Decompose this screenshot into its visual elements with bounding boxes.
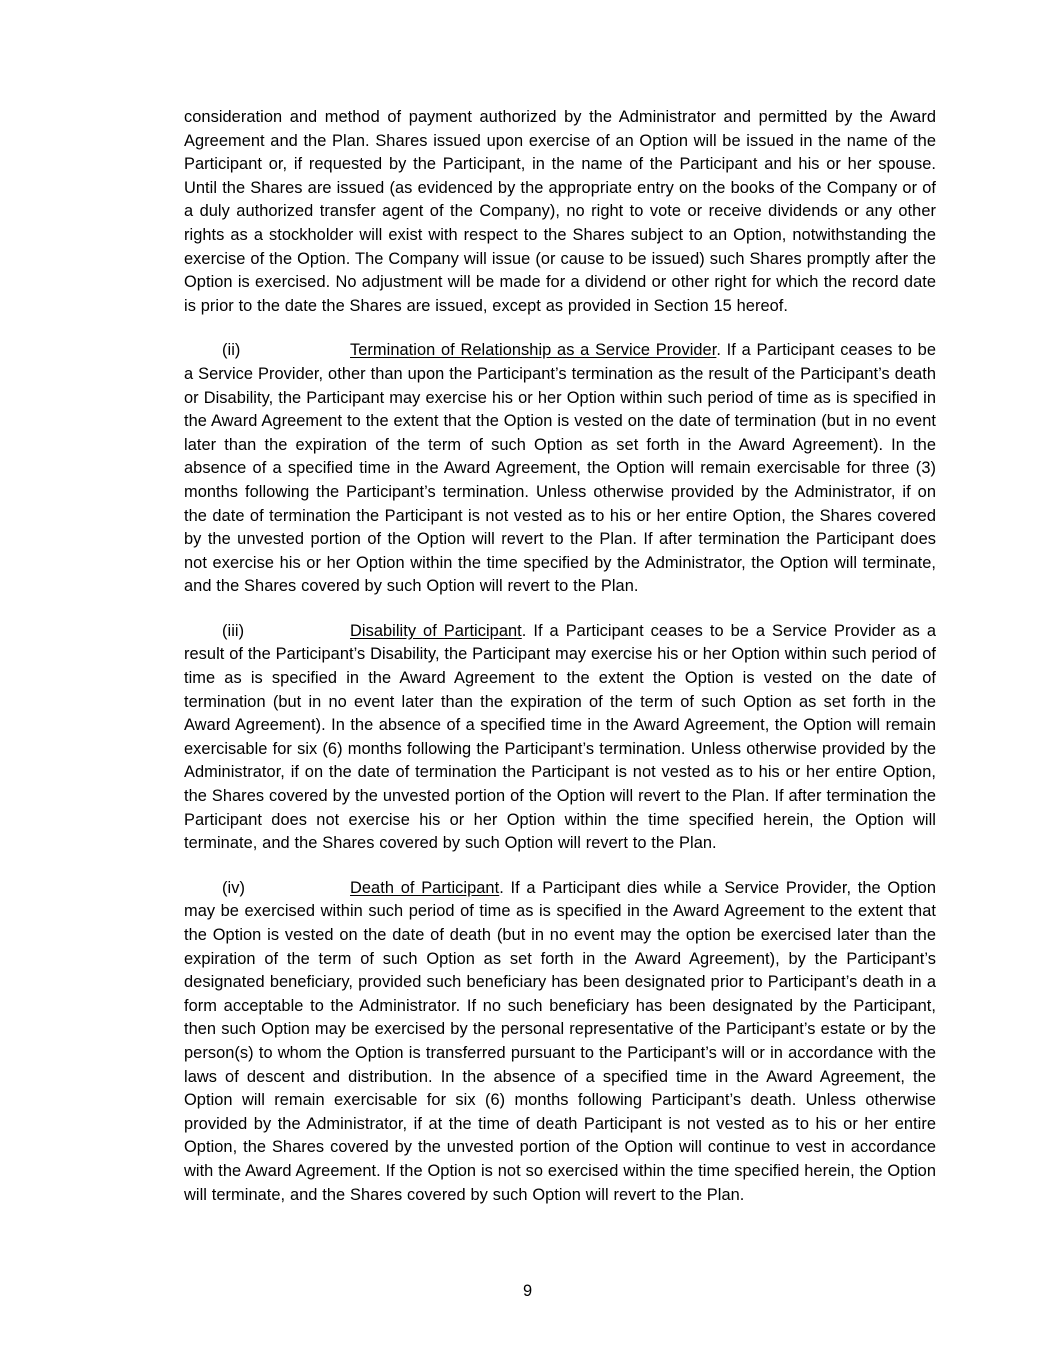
paragraph-clause-iv [184, 877, 936, 1207]
paragraph-continuation [184, 106, 936, 318]
paragraph-text: . If a Participant dies while a Service Provider, the Option may be exercised within such period of time as is specified in the Award Agreement to the extent that the Option is vested on the date of death (but in no event may the option be exercised later than the expiration of the term of such Option as set forth in the Award Agreement), by the Participant’s designated beneficiary, provided such beneficiary has been designated prior to Participant’s death in a form acceptable to the Administrator. If no such beneficiary has been designated by the Participant, then such Option may be exercised by the personal representative of the Participant’s estate or by the person(s) to whom the Option is transferred pursuant to the Participant’s will or in accordance with the laws of descent and distribution. In the absence of a specified time in the Award Agreement, the Option will remain exercisable for six (6) months following Participant’s death. Unless otherwise provided by the Administrator, if at the time of death Participant is not vested as to his or her entire Option, the Shares covered by the unvested portion of the Option will continue to vest in accordance with the Award Agreement. If the Option is not so exercised within the time specified herein, the Option will terminate, and the Shares covered by such Option will revert to the Plan. [184, 878, 937, 1204]
paragraph-clause-ii [184, 339, 936, 599]
clause-heading-ii: Termination of Relationship as a Service Provider [350, 341, 717, 360]
clause-marker-ii: (ii) [222, 341, 241, 360]
paragraph-text: . If a Participant ceases to be a Service Provider as a result of the Participant’s Disability, the Participant may exercise his or her Option within such period of time as is specified in the Award Agreement to the extent the Option is vested on the date of termination (but in no event later than the expiration of the term of such Option as set forth in the Award Agreement). In the absence of a specified time in the Award Agreement, the Option will remain exercisable for six (6) months following the Participant’s termination. Unless otherwise provided by the Administrator, if on the date of termination the Participant is not vested as to his or her entire Option, the Shares covered by the unvested portion of the Option will revert to the Plan. If after termination the Participant does not exercise his or her Option within the time specified herein, the Option will terminate, and the Shares covered by such Option will revert to the Plan. [184, 621, 936, 853]
clause-marker-iv: (iv) [222, 878, 245, 897]
clause-heading-iv: Death of Participant [350, 878, 500, 897]
page-number: 9 [522, 1282, 533, 1300]
document-body [184, 106, 936, 1207]
clause-heading-iii: Disability of Participant [350, 621, 522, 640]
paragraph-clause-iii [184, 620, 936, 856]
paragraph-text: consideration and method of payment authorized by the Administrator and permitted by the Award Agreement and the Plan. Shares issued upon exercise of an Option will be issued in the name of the Participant or, if requested by the Participant, in the name of the Participant and his or her spouse. Until the Shares are issued (as evidenced by the appropriate entry on the books of the Company or of a duly authorized transfer agent of the Company), no right to vote or receive dividends or any other rights as a stockholder will exist with respect to the Shares subject to an Option, notwithstanding the exercise of the Option. The Company will issue (or cause to be issued) such Shares promptly after the Option is exercised. No adjustment will be made for a dividend or other right for which the record date is prior to the date the Shares are issued, except as provided in Section 15 hereof. [184, 108, 936, 315]
clause-marker-iii: (iii) [222, 621, 245, 640]
paragraph-text: . If a Participant ceases to be a Service Provider, other than upon the Participant’s termination as the result of the Participant’s death or Disability, the Participant may exercise his or her Option within such period of time as is specified in the Award Agreement to the extent that the Option is vested on the date of termination (but in no event later than the expiration of the term of such Option as set forth in the Award Agreement). In the absence of a specified time in the Award Agreement, the Option will remain exercisable for three (3) months following the Participant’s termination. Unless otherwise provided by the Administrator, if on the date of termination the Participant is not vested as to his or her entire Option, the Shares covered by the unvested portion of the Option will revert to the Plan. If after termination the Participant does not exercise his or her Option within the time specified by the Administrator, the Option will terminate, and the Shares covered by such Option will revert to the Plan. [184, 341, 936, 596]
